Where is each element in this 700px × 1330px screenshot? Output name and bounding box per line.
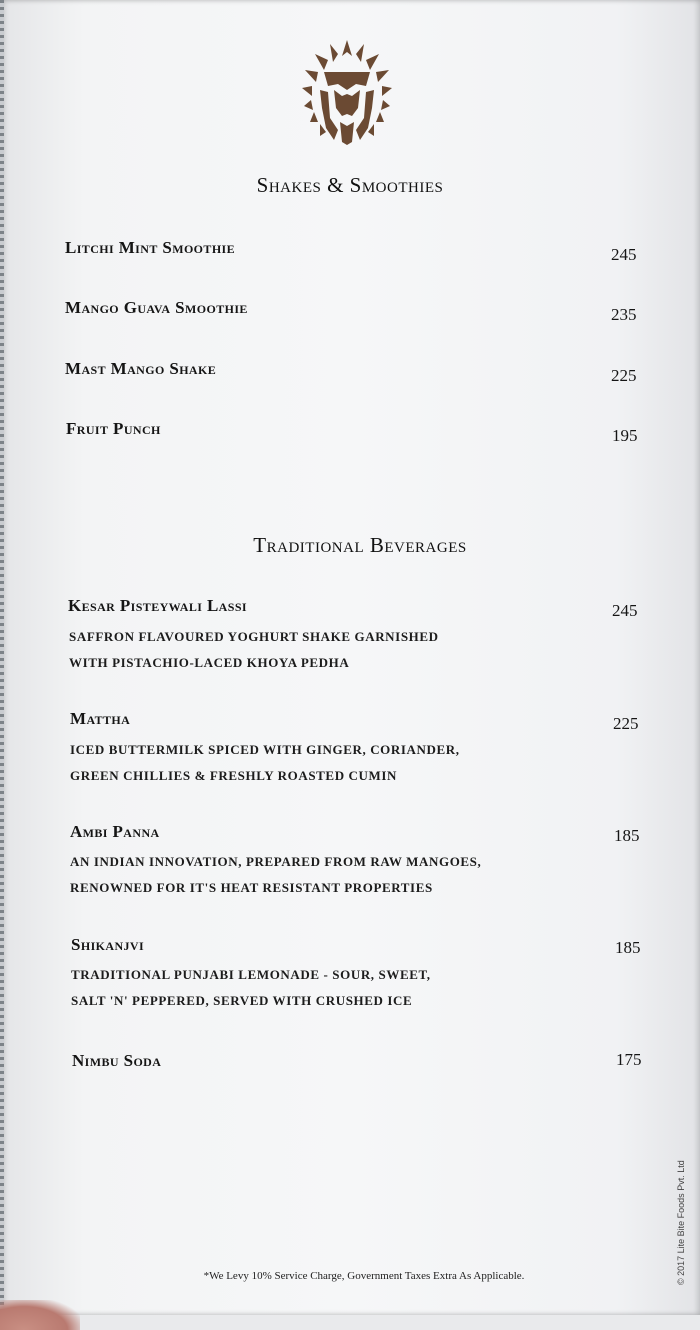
item-description: ICED BUTTERMILK SPICED WITH GINGER, CORIANDER, GREEN CHILLIES & FRESHLY ROASTED CUMIN [70,742,460,783]
item-name: Nimbu Soda [72,1051,162,1070]
item-name: Litchi Mint Smoothie [65,238,236,257]
item-name: Kesar Pisteywali Lassi [68,596,247,615]
item-description: AN INDIAN INNOVATION, PREPARED FROM RAW MANGOES, RENOWNED FOR IT'S HEAT RESISTANT PROPERTIES [70,854,482,895]
item-price: 225 [611,366,637,385]
item-name: Ambi Panna [70,822,160,841]
service-charge-note: *We Levy 10% Service Charge, Government Taxes Extra As Applicable. [203,1270,525,1282]
item-name: Fruit Punch [66,419,161,438]
item-description: SAFFRON FLAVOURED YOGHURT SHAKE GARNISHED WITH PISTACHIO-LACED KHOYA PEDHA [69,629,439,670]
item-price: 225 [613,714,639,733]
item-price: 185 [614,826,640,845]
item-name: Mast Mango Shake [65,359,217,378]
item-description: TRADITIONAL PUNJABI LEMONADE - SOUR, SWEET, SALT 'N' PEPPERED, SERVED WITH CRUSHED ICE [71,967,431,1008]
item-price: 245 [611,245,637,264]
item-price: 185 [615,938,641,957]
item-price: 195 [612,426,638,445]
thumb-finger [0,1300,80,1330]
item-price: 235 [611,305,637,324]
lion-head-icon [300,38,394,146]
item-name: Shikanjvi [71,935,145,954]
item-name: Mango Guava Smoothie [65,298,248,317]
item-name: Mattha [70,709,131,728]
copyright-text: © 2017 Lite Bite Foods Pvt. Ltd [676,1160,686,1285]
item-price: 175 [616,1050,642,1069]
item-price: 245 [612,601,638,620]
section-title-shakes: Shakes & Smoothies [256,173,444,197]
section-title-traditional: Traditional Beverages [253,533,467,557]
